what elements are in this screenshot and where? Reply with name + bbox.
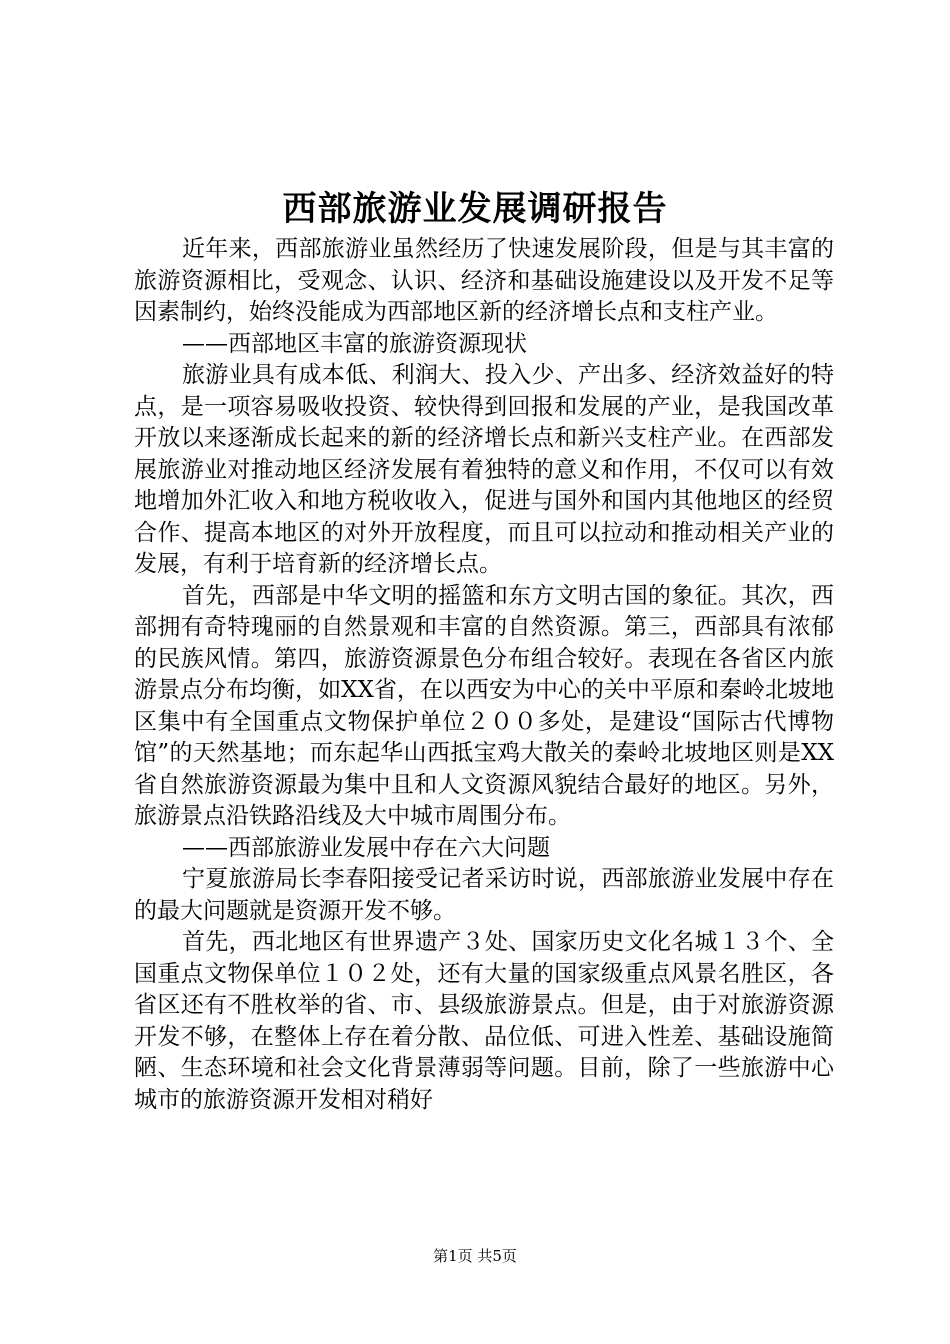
section-heading-problems: ——西部旅游业发展中存在六大问题 [182,834,550,861]
paragraph-western-advantages: 首先，西部是中华文明的摇篮和东方文明古国的象征。其次，西部拥有奇特瑰丽的自然景观和丰富的自然资源。第三，西部具有浓郁的民族风情。第四，旅游资源景色分布组合较好。表现在各省区内旅游景点分布均衡，如XX省，在以西安为中心的关中平原和秦岭北坡地区集中有全国重点文物保护单位２００多处，是建设“国际古代博物馆”的天然基地；而东起华山西抵宝鸡大散关的秦岭北坡地区则是XX省自然旅游资源最为集中且和人文资源风貌结合最好的地区。另外，旅游景点沿铁路沿线及大中城市周围分布。 [134,582,834,829]
document-title: 西部旅游业发展调研报告 [282,189,668,229]
paragraph-intro: 近年来，西部旅游业虽然经历了快速发展阶段，但是与其丰富的旅游资源相比，受观念、认识、经济和基础设施建设以及开发不足等因素制约，始终没能成为西部地区新的经济增长点和支柱产业。 [134,236,834,325]
paragraph-northwest-resources: 首先，西北地区有世界遗产３处、国家历史文化名城１３个、全国重点文物保单位１０２处，还有大量的国家级重点风景名胜区，各省区还有不胜枚举的省、市、县级旅游景点。但是，由于对旅游资源开发不够，在整体上存在着分散、品位低、可进入性差、基础设施简陋、生态环境和社会文化背景薄弱等问题。目前，除了一些旅游中心城市的旅游资源开发相对稍好 [134,929,834,1113]
section-heading-resources: ——西部地区丰富的旅游资源现状 [182,330,527,357]
document-body [134,234,834,1116]
paragraph-interview: 宁夏旅游局长李春阳接受记者采访时说，西部旅游业发展中存在的最大问题就是资源开发不够。 [134,866,834,924]
paragraph-tourism-features: 旅游业具有成本低、利润大、投入少、产出多、经济效益好的特点，是一项容易吸收投资、较快得到回报和发展的产业，是我国改革开放以来逐渐成长起来的新的经济增长点和新兴支柱产业。在西部发展旅游业对推动地区经济发展有着独特的意义和作用，不仅可以有效地增加外汇收入和地方税收收入，促进与国外和国内其他地区的经贸合作、提高本地区的对外开放程度，而且可以拉动和推动相关产业的发展，有利于培育新的经济增长点。 [134,362,834,577]
page-footer: 第1页 共5页 [433,1247,517,1265]
